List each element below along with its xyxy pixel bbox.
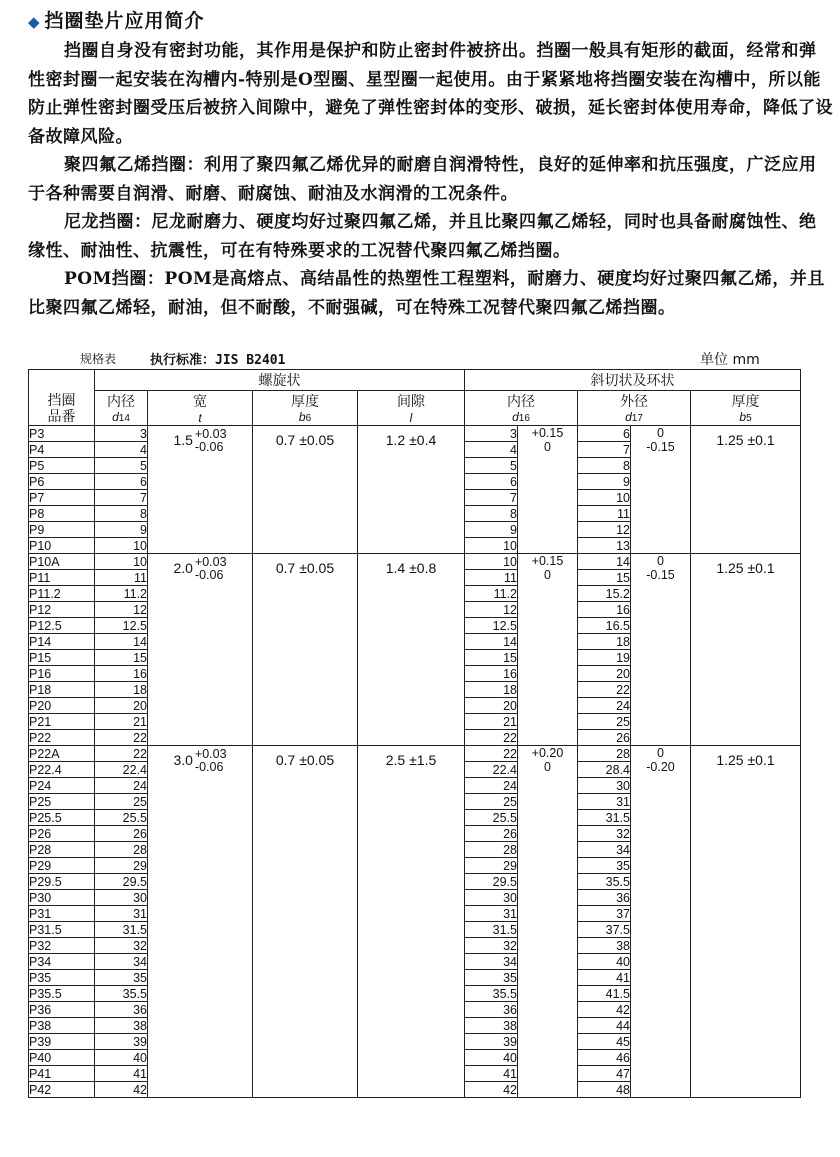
id-cell: 25 — [95, 794, 148, 810]
code-cell: P10 — [29, 538, 95, 554]
code-cell: P35 — [29, 970, 95, 986]
od-cell: 31 — [578, 794, 631, 810]
od-cell: 35 — [578, 858, 631, 874]
id-cell: 41 — [95, 1066, 148, 1082]
id2-cell: 38 — [465, 1018, 518, 1034]
group-header-spiral: 螺旋状 — [95, 370, 465, 391]
code-cell: P5 — [29, 458, 95, 474]
id2-cell: 3 — [465, 426, 518, 442]
od-cell: 22 — [578, 682, 631, 698]
code-cell: P15 — [29, 650, 95, 666]
id2-cell: 32 — [465, 938, 518, 954]
id-cell: 36 — [95, 1002, 148, 1018]
code-cell: P30 — [29, 890, 95, 906]
thick-cell: 0.7 ±0.05 — [253, 746, 358, 1098]
pom-paragraph: POM挡圈：POM是高熔点、高结晶性的热塑性工程塑料，耐磨力、硬度均好过聚四氟乙烯，并且比聚四氟乙烯轻，耐油，但不耐酸，不耐强碱，可在特殊工况替代聚四氟乙烯挡圈。 — [28, 269, 825, 318]
code-cell: P12.5 — [29, 618, 95, 634]
od-cell: 13 — [578, 538, 631, 554]
code-cell: P36 — [29, 1002, 95, 1018]
id-cell: 7 — [95, 490, 148, 506]
id2-cell: 11 — [465, 570, 518, 586]
id2-cell: 15 — [465, 650, 518, 666]
od-cell: 10 — [578, 490, 631, 506]
id-cell: 35.5 — [95, 986, 148, 1002]
od-cell: 18 — [578, 634, 631, 650]
od-cell: 37.5 — [578, 922, 631, 938]
code-cell: P3 — [29, 426, 95, 442]
od-cell: 20 — [578, 666, 631, 682]
code-cell: P35.5 — [29, 986, 95, 1002]
id2-cell: 7 — [465, 490, 518, 506]
id2-cell: 35.5 — [465, 986, 518, 1002]
od-cell: 41 — [578, 970, 631, 986]
id2-cell: 24 — [465, 778, 518, 794]
width-cell: 1.5 +0.03 -0.06 — [148, 426, 253, 554]
id-tol-cell: +0.15 0 — [518, 554, 578, 746]
thick-cell: 0.7 ±0.05 — [253, 426, 358, 554]
od-cell: 28 — [578, 746, 631, 762]
id-cell: 34 — [95, 954, 148, 970]
id2-cell: 10 — [465, 538, 518, 554]
spec-standard: 执行标准：JIS B2401 — [150, 353, 286, 368]
gap-cell: 2.5 ±1.5 — [358, 746, 465, 1098]
id-cell: 6 — [95, 474, 148, 490]
id2-cell: 21 — [465, 714, 518, 730]
id-cell: 12.5 — [95, 618, 148, 634]
od-cell: 16 — [578, 602, 631, 618]
id-cell: 3 — [95, 426, 148, 442]
od-cell: 41.5 — [578, 986, 631, 1002]
code-cell: P22A — [29, 746, 95, 762]
code-cell: P26 — [29, 826, 95, 842]
od-cell: 30 — [578, 778, 631, 794]
code-cell: P10A — [29, 554, 95, 570]
id2-cell: 25.5 — [465, 810, 518, 826]
od-cell: 24 — [578, 698, 631, 714]
id2-cell: 9 — [465, 522, 518, 538]
code-cell: P9 — [29, 522, 95, 538]
header-gap: 间隙 — [358, 391, 465, 412]
od-cell: 25 — [578, 714, 631, 730]
code-cell: P24 — [29, 778, 95, 794]
od-cell: 19 — [578, 650, 631, 666]
code-cell: P20 — [29, 698, 95, 714]
code-cell: P31.5 — [29, 922, 95, 938]
spec-table-body — [29, 426, 801, 1098]
id2-cell: 31.5 — [465, 922, 518, 938]
code-cell: P40 — [29, 1050, 95, 1066]
nylon-paragraph: 尼龙挡圈：尼龙耐磨力、硬度均好过聚四氟乙烯，并且比聚四氟乙烯轻，同时也具备耐腐蚀性、绝缘性、耐油性、抗震性，可在有特殊要求的工况替代聚四氟乙烯挡圈。 — [28, 212, 817, 261]
id-cell: 28 — [95, 842, 148, 858]
id2-cell: 22 — [465, 746, 518, 762]
code-cell: P25 — [29, 794, 95, 810]
table-row — [29, 746, 801, 762]
id-cell: 24 — [95, 778, 148, 794]
id-cell: 30 — [95, 890, 148, 906]
id2-cell: 4 — [465, 442, 518, 458]
intro-paragraph: 挡圈自身没有密封功能，其作用是保护和防止密封件被挤出。挡圈一般具有矩形的截面，经常和弹性密封圈一起安装在沟槽内-特别是O型圈、星型圈一起使用。由于紧紧地将挡圈安装在沟槽中，所以能防止弹性密封圈受压后被挤入间隙中，避免了弹性密封体的变形、破损，延长密封体使用寿命，降低了设备故障风险。 — [28, 41, 833, 147]
id-cell: 20 — [95, 698, 148, 714]
id-cell: 31.5 — [95, 922, 148, 938]
spec-unit: 单位 mm — [700, 352, 760, 368]
od-cell: 32 — [578, 826, 631, 842]
code-cell: P16 — [29, 666, 95, 682]
id2-cell: 41 — [465, 1066, 518, 1082]
id2-cell: 29.5 — [465, 874, 518, 890]
od-cell: 40 — [578, 954, 631, 970]
spec-label: 规格表 — [80, 352, 117, 366]
code-cell: P42 — [29, 1082, 95, 1098]
id2-cell: 12.5 — [465, 618, 518, 634]
thick2-cell: 1.25 ±0.1 — [691, 554, 801, 746]
id2-cell: 30 — [465, 890, 518, 906]
id-cell: 15 — [95, 650, 148, 666]
spec-caption — [28, 349, 833, 367]
id2-cell: 8 — [465, 506, 518, 522]
id-cell: 11.2 — [95, 586, 148, 602]
od-cell: 42 — [578, 1002, 631, 1018]
header-width: 宽 — [148, 391, 253, 412]
id-cell: 39 — [95, 1034, 148, 1050]
id-cell: 10 — [95, 538, 148, 554]
diamond-bullet-icon: ◆ — [28, 13, 41, 31]
header-thick: 厚度 — [253, 391, 358, 412]
id2-cell: 39 — [465, 1034, 518, 1050]
od-cell: 44 — [578, 1018, 631, 1034]
sym-thick2: b5 — [691, 411, 801, 426]
id2-cell: 40 — [465, 1050, 518, 1066]
id2-cell: 29 — [465, 858, 518, 874]
code-cell: P22 — [29, 730, 95, 746]
id2-cell: 6 — [465, 474, 518, 490]
od-cell: 48 — [578, 1082, 631, 1098]
od-cell: 31.5 — [578, 810, 631, 826]
od-cell: 28.4 — [578, 762, 631, 778]
od-cell: 11 — [578, 506, 631, 522]
section-title: 挡圈垫片应用简介 — [44, 10, 205, 32]
code-cell: P31 — [29, 906, 95, 922]
id2-cell: 22.4 — [465, 762, 518, 778]
id-cell: 14 — [95, 634, 148, 650]
id-cell: 40 — [95, 1050, 148, 1066]
id2-cell: 22 — [465, 730, 518, 746]
header-code: 挡圈品番 — [29, 370, 95, 426]
id-cell: 29.5 — [95, 874, 148, 890]
id-cell: 16 — [95, 666, 148, 682]
sym-thick: b6 — [253, 411, 358, 426]
id-cell: 4 — [95, 442, 148, 458]
od-cell: 6 — [578, 426, 631, 442]
od-cell: 36 — [578, 890, 631, 906]
code-cell: P22.4 — [29, 762, 95, 778]
id-cell: 11 — [95, 570, 148, 586]
id2-cell: 14 — [465, 634, 518, 650]
code-cell: P29.5 — [29, 874, 95, 890]
thick-cell: 0.7 ±0.05 — [253, 554, 358, 746]
code-cell: P25.5 — [29, 810, 95, 826]
header-thick2: 厚度 — [691, 391, 801, 412]
od-cell: 34 — [578, 842, 631, 858]
od-cell: 9 — [578, 474, 631, 490]
od-cell: 26 — [578, 730, 631, 746]
id-cell: 18 — [95, 682, 148, 698]
id2-cell: 34 — [465, 954, 518, 970]
cut-off-title — [300, 0, 540, 2]
sym-id2: d16 — [465, 411, 578, 426]
od-cell: 15 — [578, 570, 631, 586]
code-cell: P11 — [29, 570, 95, 586]
id-tol-cell: +0.15 0 — [518, 426, 578, 554]
id2-cell: 20 — [465, 698, 518, 714]
id2-cell: 10 — [465, 554, 518, 570]
od-cell: 16.5 — [578, 618, 631, 634]
code-cell: P18 — [29, 682, 95, 698]
id-cell: 38 — [95, 1018, 148, 1034]
id-cell: 26 — [95, 826, 148, 842]
id-cell: 42 — [95, 1082, 148, 1098]
code-cell: P11.2 — [29, 586, 95, 602]
od-cell: 35.5 — [578, 874, 631, 890]
width-cell: 2.0 +0.03 -0.06 — [148, 554, 253, 746]
id-cell: 25.5 — [95, 810, 148, 826]
header-od: 外径 — [578, 391, 691, 412]
code-cell: P21 — [29, 714, 95, 730]
code-cell: P28 — [29, 842, 95, 858]
id-cell: 12 — [95, 602, 148, 618]
id2-cell: 5 — [465, 458, 518, 474]
code-cell: P32 — [29, 938, 95, 954]
od-cell: 8 — [578, 458, 631, 474]
od-cell: 47 — [578, 1066, 631, 1082]
id-cell: 10 — [95, 554, 148, 570]
code-cell: P38 — [29, 1018, 95, 1034]
id2-cell: 28 — [465, 842, 518, 858]
gap-cell: 1.4 ±0.8 — [358, 554, 465, 746]
id-tol-cell: +0.20 0 — [518, 746, 578, 1098]
sym-id: d14 — [95, 411, 148, 426]
id2-cell: 18 — [465, 682, 518, 698]
code-cell: P7 — [29, 490, 95, 506]
id2-cell: 26 — [465, 826, 518, 842]
sym-gap: l — [358, 411, 465, 426]
od-cell: 46 — [578, 1050, 631, 1066]
id2-cell: 25 — [465, 794, 518, 810]
spec-table — [28, 369, 801, 1098]
group-header-cut: 斜切状及环状 — [465, 370, 801, 391]
code-cell: P41 — [29, 1066, 95, 1082]
thick2-cell: 1.25 ±0.1 — [691, 746, 801, 1098]
id-cell: 22 — [95, 746, 148, 762]
id2-cell: 35 — [465, 970, 518, 986]
id2-cell: 31 — [465, 906, 518, 922]
od-cell: 37 — [578, 906, 631, 922]
code-cell: P8 — [29, 506, 95, 522]
thick2-cell: 1.25 ±0.1 — [691, 426, 801, 554]
id-cell: 35 — [95, 970, 148, 986]
od-cell: 12 — [578, 522, 631, 538]
sym-width: t — [148, 411, 253, 426]
table-row — [29, 554, 801, 570]
ptfe-paragraph: 聚四氟乙烯挡圈：利用了聚四氟乙烯优异的耐磨自润滑特性，良好的延伸率和抗压强度，广泛应用于各种需要自润滑、耐磨、耐腐蚀、耐油及水润滑的工况条件。 — [28, 155, 817, 204]
id-cell: 8 — [95, 506, 148, 522]
id2-cell: 16 — [465, 666, 518, 682]
code-cell: P29 — [29, 858, 95, 874]
id2-cell: 42 — [465, 1082, 518, 1098]
id-cell: 22 — [95, 730, 148, 746]
id-cell: 31 — [95, 906, 148, 922]
code-cell: P39 — [29, 1034, 95, 1050]
id-cell: 29 — [95, 858, 148, 874]
width-cell: 3.0 +0.03 -0.06 — [148, 746, 253, 1098]
section-heading — [28, 6, 205, 33]
gap-cell: 1.2 ±0.4 — [358, 426, 465, 554]
id-cell: 21 — [95, 714, 148, 730]
code-cell: P4 — [29, 442, 95, 458]
header-id: 内径 — [95, 391, 148, 412]
code-cell: P6 — [29, 474, 95, 490]
od-tol-cell: 0 -0.20 — [631, 746, 691, 1098]
id-cell: 9 — [95, 522, 148, 538]
sym-od: d17 — [578, 411, 691, 426]
header-id2: 内径 — [465, 391, 578, 412]
id2-cell: 36 — [465, 1002, 518, 1018]
od-cell: 14 — [578, 554, 631, 570]
od-tol-cell: 0 -0.15 — [631, 426, 691, 554]
code-cell: P14 — [29, 634, 95, 650]
code-cell: P34 — [29, 954, 95, 970]
id2-cell: 12 — [465, 602, 518, 618]
code-cell: P12 — [29, 602, 95, 618]
id-cell: 5 — [95, 458, 148, 474]
od-cell: 38 — [578, 938, 631, 954]
od-cell: 45 — [578, 1034, 631, 1050]
od-tol-cell: 0 -0.15 — [631, 554, 691, 746]
id-cell: 22.4 — [95, 762, 148, 778]
table-row — [29, 426, 801, 442]
od-cell: 7 — [578, 442, 631, 458]
id2-cell: 11.2 — [465, 586, 518, 602]
id-cell: 32 — [95, 938, 148, 954]
od-cell: 15.2 — [578, 586, 631, 602]
